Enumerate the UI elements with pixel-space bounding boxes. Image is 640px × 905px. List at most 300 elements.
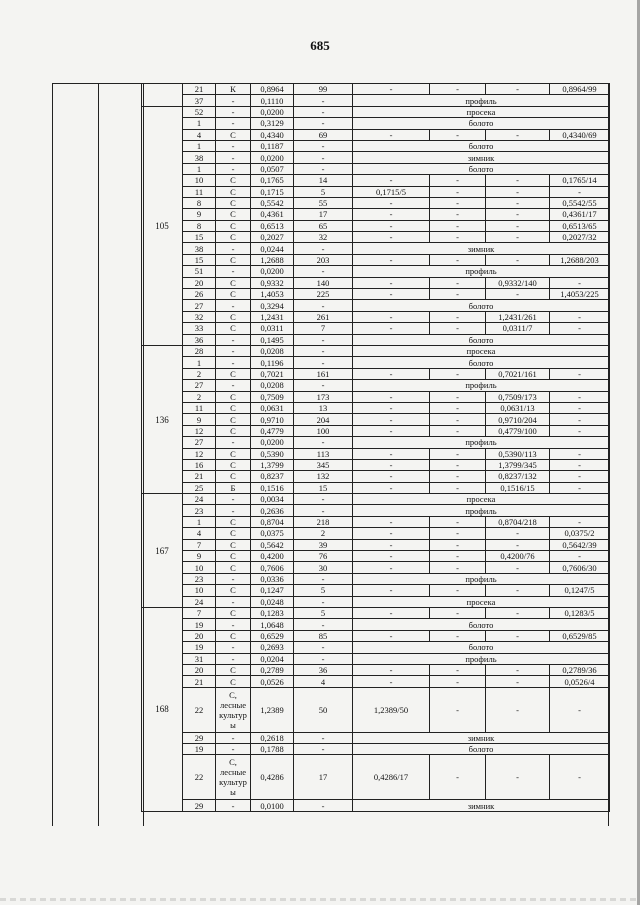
area-cell: 0,2618 (251, 732, 294, 743)
table-row (142, 357, 610, 368)
stock-cell: - (294, 357, 353, 368)
area-cell: 1,0648 (251, 619, 294, 630)
table-row (142, 482, 610, 493)
stock-cell: - (294, 266, 353, 277)
stock-cell: 261 (294, 311, 353, 322)
value-cell: - (486, 175, 550, 186)
area-cell: 0,0208 (251, 345, 294, 356)
stock-cell: - (294, 437, 353, 448)
value-cell: 0,6513/65 (550, 220, 610, 231)
species-cell: С (216, 414, 251, 425)
area-cell: 0,8237 (251, 471, 294, 482)
land-type-cell: профиль (353, 95, 610, 106)
land-type-cell: болото (353, 619, 610, 630)
value-cell: - (486, 129, 550, 140)
stock-cell: 5 (294, 186, 353, 197)
stock-cell: - (294, 163, 353, 174)
stock-cell: 55 (294, 197, 353, 208)
area-cell: 0,2789 (251, 664, 294, 675)
value-cell: - (353, 528, 430, 539)
area-cell: 0,1788 (251, 744, 294, 755)
stock-cell: 39 (294, 539, 353, 550)
value-cell: - (550, 687, 610, 732)
land-type-cell: болото (353, 642, 610, 653)
land-type-cell: зимник (353, 243, 610, 254)
area-cell: 0,0248 (251, 596, 294, 607)
plot-number-cell: 9 (183, 414, 216, 425)
stock-cell: - (294, 380, 353, 391)
area-cell: 0,3294 (251, 300, 294, 311)
value-cell: - (550, 186, 610, 197)
stock-cell: - (294, 140, 353, 151)
species-cell: Б (216, 482, 251, 493)
stock-cell: - (294, 744, 353, 755)
plot-number-cell: 37 (183, 95, 216, 106)
value-cell: - (430, 528, 486, 539)
stock-cell: 99 (294, 84, 353, 95)
value-cell: - (430, 289, 486, 300)
value-cell: - (430, 254, 486, 265)
area-cell: 0,3129 (251, 118, 294, 129)
area-cell: 0,1715 (251, 186, 294, 197)
area-cell: 0,1516 (251, 482, 294, 493)
stock-cell: 17 (294, 755, 353, 800)
stock-cell: - (294, 95, 353, 106)
table-row (142, 95, 610, 106)
area-cell: 0,7021 (251, 368, 294, 379)
area-cell: 1,2389 (251, 687, 294, 732)
stock-cell: 85 (294, 630, 353, 641)
area-cell: 0,8964 (251, 84, 294, 95)
value-cell: - (550, 482, 610, 493)
value-cell: 0,4340/69 (550, 129, 610, 140)
table-row (142, 744, 610, 755)
stock-cell: 30 (294, 562, 353, 573)
area-cell: 0,0200 (251, 437, 294, 448)
value-cell: - (353, 516, 430, 527)
species-cell: - (216, 345, 251, 356)
value-cell: - (430, 175, 486, 186)
value-cell: 1,2431/261 (486, 311, 550, 322)
value-cell: 0,4200/76 (486, 551, 550, 562)
area-cell: 1,2431 (251, 311, 294, 322)
quarter-number-cell: 167 (142, 494, 183, 608)
table-row (142, 596, 610, 607)
plot-number-cell: 21 (183, 471, 216, 482)
value-cell: - (353, 630, 430, 641)
value-cell: - (430, 664, 486, 675)
area-cell: 0,9332 (251, 277, 294, 288)
species-cell: С (216, 551, 251, 562)
table-row (142, 573, 610, 584)
plot-number-cell: 31 (183, 653, 216, 664)
value-cell: 1,2688/203 (550, 254, 610, 265)
plot-number-cell: 8 (183, 197, 216, 208)
value-cell: 0,0311/7 (486, 323, 550, 334)
plot-number-cell: 21 (183, 676, 216, 687)
plot-number-cell: 4 (183, 129, 216, 140)
plot-number-cell: 1 (183, 118, 216, 129)
table-row (142, 140, 610, 151)
plot-number-cell: 12 (183, 425, 216, 436)
area-cell: 0,4286 (251, 755, 294, 800)
value-cell: - (353, 232, 430, 243)
stock-cell: 15 (294, 482, 353, 493)
plot-number-cell: 23 (183, 573, 216, 584)
species-cell: - (216, 800, 251, 811)
species-cell: С (216, 448, 251, 459)
value-cell: 0,8237/132 (486, 471, 550, 482)
plot-number-cell: 20 (183, 630, 216, 641)
land-type-cell: зимник (353, 732, 610, 743)
value-cell: - (353, 84, 430, 95)
table-row (142, 266, 610, 277)
value-cell: - (430, 551, 486, 562)
plot-number-cell: 11 (183, 186, 216, 197)
value-cell: - (550, 402, 610, 413)
table-row (142, 391, 610, 402)
value-cell: 0,6529/85 (550, 630, 610, 641)
value-cell: - (430, 607, 486, 618)
value-cell: - (430, 459, 486, 470)
species-cell: С (216, 676, 251, 687)
plot-number-cell: 32 (183, 311, 216, 322)
plot-number-cell: 51 (183, 266, 216, 277)
land-type-cell: просека (353, 106, 610, 117)
plot-number-cell: 25 (183, 482, 216, 493)
value-cell: - (353, 391, 430, 402)
value-cell: 1,3799/345 (486, 459, 550, 470)
species-cell: С (216, 459, 251, 470)
table-row (142, 630, 610, 641)
value-cell: - (430, 277, 486, 288)
area-cell: 0,4361 (251, 209, 294, 220)
table-row (142, 197, 610, 208)
area-cell: 0,4340 (251, 129, 294, 140)
area-cell: 1,4053 (251, 289, 294, 300)
plot-number-cell: 24 (183, 494, 216, 505)
value-cell: 1,2389/50 (353, 687, 430, 732)
table-row (142, 505, 610, 516)
value-cell: - (353, 323, 430, 334)
value-cell: - (486, 676, 550, 687)
area-cell: 0,0336 (251, 573, 294, 584)
value-cell: 0,4361/17 (550, 209, 610, 220)
table-row (142, 334, 610, 345)
species-cell: С (216, 664, 251, 675)
area-cell: 0,0200 (251, 266, 294, 277)
species-cell: - (216, 642, 251, 653)
stock-cell: - (294, 106, 353, 117)
area-cell: 0,0244 (251, 243, 294, 254)
table-row (142, 425, 610, 436)
table-row (142, 414, 610, 425)
species-cell: С (216, 585, 251, 596)
value-cell: - (486, 562, 550, 573)
value-cell: - (430, 471, 486, 482)
plot-number-cell: 22 (183, 687, 216, 732)
value-cell: - (353, 562, 430, 573)
table-row (142, 118, 610, 129)
table-row (142, 209, 610, 220)
value-cell: - (353, 220, 430, 231)
table-row (142, 471, 610, 482)
species-cell: К (216, 84, 251, 95)
land-type-cell: профиль (353, 437, 610, 448)
value-cell: - (353, 448, 430, 459)
value-cell: - (353, 402, 430, 413)
land-type-cell: просека (353, 345, 610, 356)
species-cell: С (216, 209, 251, 220)
plot-number-cell: 19 (183, 744, 216, 755)
species-cell: С (216, 471, 251, 482)
area-cell: 0,6513 (251, 220, 294, 231)
value-cell: - (486, 186, 550, 197)
value-cell: - (430, 391, 486, 402)
stock-cell: 218 (294, 516, 353, 527)
stock-cell: - (294, 118, 353, 129)
value-cell: - (353, 676, 430, 687)
value-cell: 0,5390/113 (486, 448, 550, 459)
table-row (142, 311, 610, 322)
table-row (142, 687, 610, 732)
plot-number-cell: 10 (183, 585, 216, 596)
land-type-cell: профиль (353, 380, 610, 391)
plot-number-cell: 24 (183, 596, 216, 607)
plot-number-cell: 10 (183, 562, 216, 573)
plot-number-cell: 4 (183, 528, 216, 539)
plot-number-cell: 10 (183, 175, 216, 186)
land-type-cell: болото (353, 300, 610, 311)
table-row (142, 84, 610, 95)
value-cell: - (353, 197, 430, 208)
value-cell: - (550, 551, 610, 562)
species-cell: - (216, 619, 251, 630)
area-cell: 0,1187 (251, 140, 294, 151)
value-cell: - (353, 311, 430, 322)
table-row (142, 300, 610, 311)
value-cell: - (550, 323, 610, 334)
table-row (142, 106, 610, 117)
table-row (142, 163, 610, 174)
plot-number-cell: 29 (183, 732, 216, 743)
value-cell: - (353, 209, 430, 220)
species-cell: С (216, 289, 251, 300)
stock-cell: 203 (294, 254, 353, 265)
species-cell: - (216, 106, 251, 117)
table-row (142, 402, 610, 413)
area-cell: 0,5390 (251, 448, 294, 459)
value-cell: - (486, 687, 550, 732)
stock-cell: - (294, 653, 353, 664)
area-cell: 0,2693 (251, 642, 294, 653)
area-cell: 0,0034 (251, 494, 294, 505)
value-cell: - (353, 459, 430, 470)
land-type-cell: зимник (353, 152, 610, 163)
land-type-cell: профиль (353, 505, 610, 516)
plot-number-cell: 1 (183, 516, 216, 527)
plot-number-cell: 38 (183, 243, 216, 254)
plot-number-cell: 28 (183, 345, 216, 356)
stock-cell: 5 (294, 607, 353, 618)
value-cell: - (430, 425, 486, 436)
table-row (142, 516, 610, 527)
stock-cell: - (294, 800, 353, 811)
stock-cell: 69 (294, 129, 353, 140)
value-cell: - (353, 289, 430, 300)
area-cell: 0,0208 (251, 380, 294, 391)
species-cell: - (216, 653, 251, 664)
land-type-cell: болото (353, 163, 610, 174)
land-type-cell: болото (353, 118, 610, 129)
species-cell: С (216, 311, 251, 322)
plot-number-cell: 15 (183, 232, 216, 243)
land-type-cell: зимник (353, 800, 610, 811)
quarter-number-cell: 168 (142, 607, 183, 811)
table-row (142, 562, 610, 573)
value-cell: 0,7509/173 (486, 391, 550, 402)
species-cell: С (216, 323, 251, 334)
area-cell: 0,1495 (251, 334, 294, 345)
area-cell: 0,5642 (251, 539, 294, 550)
stock-cell: 65 (294, 220, 353, 231)
species-cell: С (216, 129, 251, 140)
value-cell: - (430, 687, 486, 732)
area-cell: 0,1765 (251, 175, 294, 186)
value-cell: - (486, 209, 550, 220)
value-cell: - (353, 664, 430, 675)
plot-number-cell: 9 (183, 209, 216, 220)
species-cell: - (216, 732, 251, 743)
land-type-cell: профиль (353, 573, 610, 584)
stock-cell: - (294, 619, 353, 630)
value-cell: - (353, 175, 430, 186)
value-cell: - (430, 482, 486, 493)
table-row (142, 243, 610, 254)
value-cell: - (550, 311, 610, 322)
area-cell: 0,5542 (251, 197, 294, 208)
table-row (142, 448, 610, 459)
value-cell: 0,1516/15 (486, 482, 550, 493)
area-cell: 0,9710 (251, 414, 294, 425)
value-cell: - (430, 220, 486, 231)
value-cell: - (430, 516, 486, 527)
species-cell: - (216, 437, 251, 448)
stock-cell: 36 (294, 664, 353, 675)
area-cell: 0,0204 (251, 653, 294, 664)
value-cell: - (550, 425, 610, 436)
species-cell: С (216, 186, 251, 197)
value-cell: - (486, 755, 550, 800)
stock-cell: - (294, 573, 353, 584)
table-row (142, 664, 610, 675)
species-cell: С (216, 232, 251, 243)
stock-cell: 17 (294, 209, 353, 220)
area-cell: 0,1110 (251, 95, 294, 106)
quarter-number-cell: 105 (142, 106, 183, 345)
species-cell: С (216, 539, 251, 550)
table-row (142, 619, 610, 630)
value-cell: - (353, 607, 430, 618)
plot-number-cell: 36 (183, 334, 216, 345)
value-cell: 0,2027/32 (550, 232, 610, 243)
plot-number-cell: 20 (183, 664, 216, 675)
value-cell: - (353, 414, 430, 425)
value-cell: - (353, 129, 430, 140)
species-cell: С (216, 391, 251, 402)
value-cell: 0,0375/2 (550, 528, 610, 539)
table-row (142, 653, 610, 664)
stock-cell: - (294, 732, 353, 743)
page-number: 685 (310, 38, 330, 53)
value-cell: - (353, 425, 430, 436)
plot-number-cell: 27 (183, 437, 216, 448)
plot-number-cell: 12 (183, 448, 216, 459)
table-row (142, 277, 610, 288)
table-row (142, 289, 610, 300)
species-cell: - (216, 357, 251, 368)
table-row (142, 345, 610, 356)
stock-cell: 50 (294, 687, 353, 732)
plot-number-cell: 16 (183, 459, 216, 470)
stock-cell: 14 (294, 175, 353, 186)
value-cell: - (550, 391, 610, 402)
area-cell: 0,0375 (251, 528, 294, 539)
table-row (142, 368, 610, 379)
value-cell: - (353, 585, 430, 596)
value-cell: - (353, 368, 430, 379)
value-cell: 1,4053/225 (550, 289, 610, 300)
value-cell: - (550, 448, 610, 459)
value-cell: - (486, 84, 550, 95)
stock-cell: 5 (294, 585, 353, 596)
species-cell: С, лесные культур ы (216, 687, 251, 732)
stock-cell: 76 (294, 551, 353, 562)
stock-cell: 32 (294, 232, 353, 243)
stock-cell: - (294, 505, 353, 516)
plot-number-cell: 7 (183, 607, 216, 618)
table-row (142, 755, 610, 800)
plot-number-cell: 33 (183, 323, 216, 334)
value-cell: - (430, 402, 486, 413)
stock-cell: 161 (294, 368, 353, 379)
value-cell: - (430, 368, 486, 379)
table-row (142, 607, 610, 618)
species-cell: - (216, 334, 251, 345)
species-cell: С (216, 516, 251, 527)
table-row (142, 585, 610, 596)
value-cell: - (486, 539, 550, 550)
area-cell: 0,2636 (251, 505, 294, 516)
species-cell: С (216, 425, 251, 436)
stock-cell: - (294, 300, 353, 311)
value-cell: - (430, 414, 486, 425)
value-cell: 0,8704/218 (486, 516, 550, 527)
area-cell: 0,1196 (251, 357, 294, 368)
value-cell: 0,4286/17 (353, 755, 430, 800)
area-cell: 1,2688 (251, 254, 294, 265)
species-cell: С (216, 402, 251, 413)
land-type-cell: просека (353, 596, 610, 607)
species-cell: - (216, 573, 251, 584)
value-cell: 0,1765/14 (550, 175, 610, 186)
plot-number-cell: 21 (183, 84, 216, 95)
plot-number-cell: 1 (183, 163, 216, 174)
value-cell: 0,5642/39 (550, 539, 610, 550)
species-cell: С (216, 220, 251, 231)
species-cell: С (216, 368, 251, 379)
stock-cell: 113 (294, 448, 353, 459)
